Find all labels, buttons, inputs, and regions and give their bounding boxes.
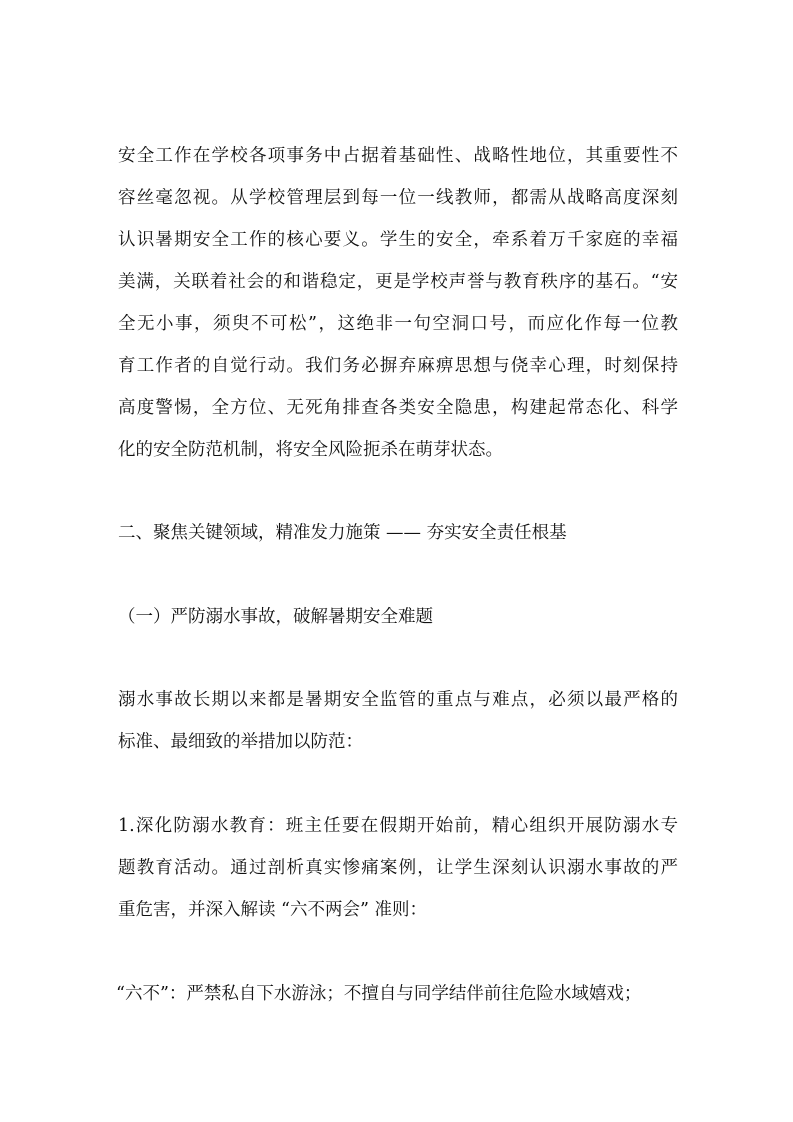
section-2-heading: 二、聚焦关键领域，精准发力施策 —— 夯实安全责任根基 [118, 523, 567, 543]
paragraph-3-line-1: 1.深化防溺水教育：班主任要在假期开始前，精心组织开展防溺水专 [118, 816, 678, 836]
paragraph-1-line-1: 安全工作在学校各项事务中占据着基础性、战略性地位，其重要性不 [118, 146, 678, 166]
paragraph-1-line-5: 全无小事，须臾不可松”，这绝非一句空洞口号，而应化作每一位教 [118, 314, 678, 334]
paragraph-1-line-8: 化的安全防范机制，将安全风险扼杀在萌芽状态。 [118, 440, 503, 460]
paragraph-4-line-1: “六不”：严禁私自下水游泳；不擅自与同学结伴前往危险水域嬉戏； [116, 984, 642, 1004]
paragraph-3-line-3: 重危害，并深入解读 “六不两会” 准则： [118, 900, 428, 920]
paragraph-1-line-6: 育工作者的自觉行动。我们务必摒弃麻痹思想与侥幸心理，时刻保持 [118, 356, 678, 376]
paragraph-3-line-2: 题教育活动。通过剖析真实惨痛案例，让学生深刻认识溺水事故的严 [118, 858, 678, 878]
paragraph-1-line-4: 美满，关联着社会的和谐稳定，更是学校声誉与教育秩序的基石。“安 [118, 272, 678, 292]
paragraph-1-line-7: 高度警惕，全方位、无死角排查各类安全隐患，构建起常态化、科学 [118, 398, 678, 418]
paragraph-1-line-3: 认识暑期安全工作的核心要义。学生的安全，牵系着万千家庭的幸福 [118, 230, 678, 250]
subsection-1-heading: （一）严防溺水事故，破解暑期安全难题 [118, 607, 433, 627]
paragraph-2-line-1: 溺水事故长期以来都是暑期安全监管的重点与难点，必须以最严格的 [118, 690, 678, 710]
paragraph-2-line-2: 标准、最细致的举措加以防范： [118, 732, 363, 752]
paragraph-1-line-2: 容丝毫忽视。从学校管理层到每一位一线教师，都需从战略高度深刻 [118, 188, 678, 208]
